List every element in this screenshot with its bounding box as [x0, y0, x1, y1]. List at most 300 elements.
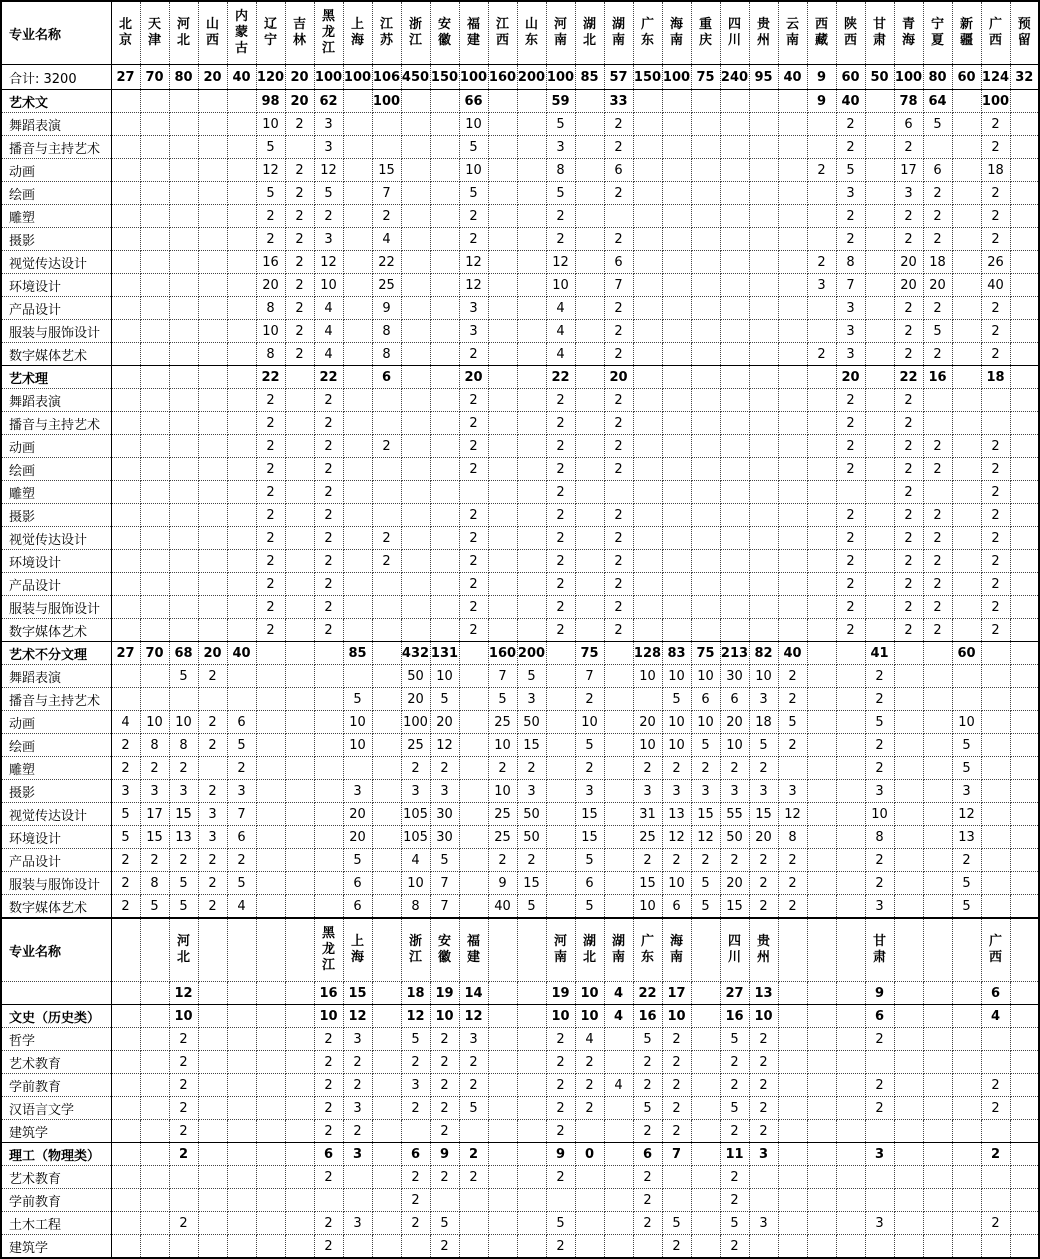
cell: [198, 757, 227, 780]
cell: [198, 366, 227, 389]
cell: 3: [459, 320, 488, 343]
cell: [575, 527, 604, 550]
section-total-row: [1, 1143, 1039, 1166]
cell: [227, 573, 256, 596]
province-column-header: [459, 918, 488, 982]
cell: [256, 826, 285, 849]
province-column-header: [198, 1, 227, 65]
cell: [198, 527, 227, 550]
cell: 2: [662, 1074, 691, 1097]
major-row: [1, 1212, 1039, 1235]
province-column-header: [430, 918, 459, 982]
row-label: 学前教育: [1, 1074, 111, 1097]
cell: 5: [923, 113, 952, 136]
cell: [952, 274, 981, 297]
cell: [952, 389, 981, 412]
cell: [894, 757, 923, 780]
cell: [604, 665, 633, 688]
cell: [836, 1028, 865, 1051]
cell: [140, 251, 169, 274]
cell: [691, 982, 720, 1005]
cell: 5: [633, 1028, 662, 1051]
cell: 2: [546, 1028, 575, 1051]
cell: 160: [488, 65, 517, 90]
cell: 6: [865, 1005, 894, 1028]
cell: 150: [633, 65, 662, 90]
cell: 6: [604, 159, 633, 182]
cell: 3: [575, 780, 604, 803]
cell: 2: [894, 297, 923, 320]
cell: 12: [430, 734, 459, 757]
cell: [1010, 596, 1039, 619]
cell: 6: [923, 159, 952, 182]
cell: [343, 182, 372, 205]
cell: [140, 596, 169, 619]
cell: [691, 251, 720, 274]
cell: [256, 1235, 285, 1259]
cell: [314, 711, 343, 734]
cell: [227, 1143, 256, 1166]
cell: [865, 1051, 894, 1074]
cell: 5: [720, 1028, 749, 1051]
cell: [401, 113, 430, 136]
cell: 13: [662, 803, 691, 826]
cell: [865, 113, 894, 136]
cell: [807, 1189, 836, 1212]
cell: 6: [227, 711, 256, 734]
major-row: [1, 573, 1039, 596]
cell: [517, 320, 546, 343]
province-column-header: [198, 918, 227, 982]
cell: [923, 895, 952, 919]
cell: [778, 1097, 807, 1120]
cell: 95: [749, 65, 778, 90]
row-label: 建筑学: [1, 1120, 111, 1143]
cell: 2: [981, 320, 1010, 343]
cell: [778, 1005, 807, 1028]
row-label: 雕塑: [1, 481, 111, 504]
cell: 15: [749, 803, 778, 826]
row-label: 摄影: [1, 504, 111, 527]
cell: [807, 1166, 836, 1189]
cell: 5: [169, 665, 198, 688]
cell: [633, 343, 662, 366]
cell: [111, 1235, 140, 1259]
province-column-header: [720, 1, 749, 65]
cell: 2: [285, 159, 314, 182]
cell: [807, 297, 836, 320]
cell: [488, 596, 517, 619]
cell: [285, 504, 314, 527]
cell: [836, 872, 865, 895]
cell: 2: [662, 1097, 691, 1120]
cell: [517, 274, 546, 297]
cell: [894, 1051, 923, 1074]
cell: [807, 205, 836, 228]
province-name: 湖南: [611, 934, 625, 965]
cell: 7: [227, 803, 256, 826]
cell: [575, 1189, 604, 1212]
cell: 2: [749, 1120, 778, 1143]
cell: 22: [633, 982, 662, 1005]
cell: 2: [749, 1097, 778, 1120]
province-name: 贵州: [756, 934, 770, 965]
cell: 5: [256, 182, 285, 205]
cell: [575, 596, 604, 619]
cell: 10: [169, 1005, 198, 1028]
cell: [865, 205, 894, 228]
province-name: 福建: [466, 934, 480, 965]
cell: [227, 619, 256, 642]
cell: [517, 205, 546, 228]
cell: 10: [633, 734, 662, 757]
cell: [343, 113, 372, 136]
cell: [285, 982, 314, 1005]
cell: [952, 1235, 981, 1259]
cell: 2: [459, 1143, 488, 1166]
cell: [430, 136, 459, 159]
province-name: 辽宁: [263, 17, 277, 48]
cell: [517, 1051, 546, 1074]
cell: [343, 458, 372, 481]
cell: [807, 1120, 836, 1143]
cell: [140, 90, 169, 113]
cell: [285, 1051, 314, 1074]
cell: [952, 458, 981, 481]
cell: 2: [285, 297, 314, 320]
cell: [372, 458, 401, 481]
cell: [749, 481, 778, 504]
cell: [807, 1235, 836, 1259]
cell: [140, 412, 169, 435]
cell: 2: [285, 274, 314, 297]
cell: 2: [836, 389, 865, 412]
cell: [517, 1005, 546, 1028]
cell: 5: [720, 1097, 749, 1120]
cell: [865, 228, 894, 251]
cell: 3: [836, 343, 865, 366]
cell: [111, 343, 140, 366]
province-name: 甘肃: [872, 934, 886, 965]
cell: 64: [923, 90, 952, 113]
cell: 2: [285, 113, 314, 136]
major-row: [1, 412, 1039, 435]
cell: [198, 320, 227, 343]
cell: [778, 757, 807, 780]
cell: 2: [575, 1051, 604, 1074]
cell: 2: [981, 228, 1010, 251]
cell: 8: [169, 734, 198, 757]
cell: [691, 458, 720, 481]
cell: 5: [662, 1212, 691, 1235]
province-column-header: [169, 918, 198, 982]
cell: [604, 1235, 633, 1259]
cell: 2: [981, 481, 1010, 504]
cell: [372, 481, 401, 504]
cell: [952, 527, 981, 550]
major-row: [1, 895, 1039, 919]
cell: 5: [314, 182, 343, 205]
cell: [372, 1235, 401, 1259]
cell: [459, 642, 488, 665]
province-column-header: [169, 1, 198, 65]
cell: 6: [604, 251, 633, 274]
cell: [749, 297, 778, 320]
cell: 2: [343, 1120, 372, 1143]
cell: [546, 642, 575, 665]
cell: [691, 1005, 720, 1028]
cell: [1010, 1235, 1039, 1259]
cell: 2: [459, 1166, 488, 1189]
cell: [720, 90, 749, 113]
cell: 2: [256, 228, 285, 251]
cell: 2: [981, 343, 1010, 366]
cell: [111, 504, 140, 527]
cell: 40: [836, 90, 865, 113]
cell: 5: [111, 826, 140, 849]
cell: 5: [952, 734, 981, 757]
cell: [633, 481, 662, 504]
row-label: 雕塑: [1, 757, 111, 780]
cell: 2: [169, 1097, 198, 1120]
cell: [198, 1189, 227, 1212]
cell: 2: [836, 412, 865, 435]
province-column-header: [923, 1, 952, 65]
cell: 16: [256, 251, 285, 274]
cell: [546, 826, 575, 849]
cell: [1010, 982, 1039, 1005]
cell: [894, 1028, 923, 1051]
cell: [430, 251, 459, 274]
cell: [836, 481, 865, 504]
cell: 2: [372, 527, 401, 550]
cell: [401, 136, 430, 159]
cell: [140, 320, 169, 343]
cell: 2: [865, 665, 894, 688]
cell: [807, 481, 836, 504]
cell: [198, 1212, 227, 1235]
cell: [981, 642, 1010, 665]
province-column-header: [314, 1, 343, 65]
cell: [372, 734, 401, 757]
cell: 30: [430, 826, 459, 849]
cell: [343, 481, 372, 504]
row-label: 绘画: [1, 458, 111, 481]
cell: [778, 136, 807, 159]
cell: [372, 1097, 401, 1120]
cell: [1010, 872, 1039, 895]
cell: [894, 665, 923, 688]
cell: 12: [314, 159, 343, 182]
row-label: 环境设计: [1, 826, 111, 849]
cell: [952, 343, 981, 366]
cell: 10: [691, 711, 720, 734]
cell: [227, 596, 256, 619]
cell: [894, 849, 923, 872]
cell: [604, 688, 633, 711]
cell: [778, 1074, 807, 1097]
cell: [285, 826, 314, 849]
major-row: [1, 780, 1039, 803]
cell: 10: [749, 1005, 778, 1028]
cell: [111, 205, 140, 228]
cell: 6: [343, 895, 372, 919]
cell: 22: [372, 251, 401, 274]
cell: 16: [314, 982, 343, 1005]
cell: [1010, 1166, 1039, 1189]
cell: [662, 113, 691, 136]
cell: [691, 1028, 720, 1051]
cell: [401, 159, 430, 182]
cell: [227, 688, 256, 711]
cell: [778, 550, 807, 573]
section-total-row: [1, 642, 1039, 665]
cell: [807, 849, 836, 872]
cell: [952, 1074, 981, 1097]
cell: 2: [140, 757, 169, 780]
cell: [662, 320, 691, 343]
cell: [807, 711, 836, 734]
cell: 2: [923, 573, 952, 596]
cell: [256, 1097, 285, 1120]
cell: [807, 527, 836, 550]
cell: 10: [662, 1005, 691, 1028]
cell: [952, 1166, 981, 1189]
cell: [923, 982, 952, 1005]
cell: 2: [720, 849, 749, 872]
cell: [691, 297, 720, 320]
cell: [198, 619, 227, 642]
cell: [1010, 619, 1039, 642]
cell: 2: [546, 1120, 575, 1143]
cell: 3: [836, 297, 865, 320]
cell: [111, 527, 140, 550]
province-name: 天津: [147, 17, 161, 48]
cell: 2: [546, 573, 575, 596]
cell: [488, 366, 517, 389]
cell: [1010, 159, 1039, 182]
cell: 10: [691, 665, 720, 688]
cell: [546, 1189, 575, 1212]
province-name: 海南: [669, 934, 683, 965]
cell: [778, 251, 807, 274]
cell: 2: [575, 688, 604, 711]
cell: [807, 320, 836, 343]
cell: [691, 550, 720, 573]
cell: 3: [517, 780, 546, 803]
cell: 2: [256, 435, 285, 458]
major-row: [1, 596, 1039, 619]
province-name: 安徽: [437, 934, 451, 965]
cell: [111, 1166, 140, 1189]
cell: 18: [749, 711, 778, 734]
cell: [952, 435, 981, 458]
cell: [198, 982, 227, 1005]
province-column-header: [691, 918, 720, 982]
cell: [691, 1189, 720, 1212]
cell: [140, 113, 169, 136]
province-name: 云南: [785, 17, 799, 48]
cell: 2: [488, 849, 517, 872]
cell: [517, 982, 546, 1005]
cell: [401, 205, 430, 228]
cell: 20: [720, 872, 749, 895]
cell: [836, 1189, 865, 1212]
cell: [227, 665, 256, 688]
cell: [140, 205, 169, 228]
cell: [836, 1143, 865, 1166]
cell: [343, 136, 372, 159]
cell: [343, 757, 372, 780]
cell: [488, 1235, 517, 1259]
cell: [952, 504, 981, 527]
cell: [865, 182, 894, 205]
cell: [169, 527, 198, 550]
cell: 2: [169, 1051, 198, 1074]
cell: [691, 136, 720, 159]
cell: 2: [604, 136, 633, 159]
cell: [894, 1097, 923, 1120]
row-label: 数字媒体艺术: [1, 343, 111, 366]
cell: 2: [430, 1097, 459, 1120]
cell: [227, 343, 256, 366]
cell: [865, 1166, 894, 1189]
cell: [372, 826, 401, 849]
cell: [807, 895, 836, 919]
row-label: 雕塑: [1, 205, 111, 228]
cell: 20: [604, 366, 633, 389]
cell: [575, 1235, 604, 1259]
province-column-header: [894, 918, 923, 982]
cell: [1010, 1051, 1039, 1074]
major-row: [1, 343, 1039, 366]
cell: 15: [169, 803, 198, 826]
cell: [662, 1166, 691, 1189]
cell: [691, 412, 720, 435]
cell: 26: [981, 251, 1010, 274]
cell: [285, 688, 314, 711]
cell: 2: [604, 504, 633, 527]
section-total-row: [1, 1005, 1039, 1028]
cell: [1010, 343, 1039, 366]
cell: 2: [836, 619, 865, 642]
cell: [169, 435, 198, 458]
cell: 19: [430, 982, 459, 1005]
cell: 2: [546, 389, 575, 412]
cell: [488, 297, 517, 320]
cell: [546, 780, 575, 803]
cell: [111, 1028, 140, 1051]
major-row: [1, 1074, 1039, 1097]
cell: [807, 389, 836, 412]
cell: [923, 1212, 952, 1235]
cell: [894, 803, 923, 826]
cell: [343, 297, 372, 320]
cell: [1010, 274, 1039, 297]
province-column-header: [256, 918, 285, 982]
cell: 12: [459, 274, 488, 297]
cell: [256, 982, 285, 1005]
cell: 20: [894, 251, 923, 274]
cell: [778, 1120, 807, 1143]
cell: 20: [633, 711, 662, 734]
cell: [198, 1005, 227, 1028]
cell: [285, 642, 314, 665]
cell: [807, 780, 836, 803]
cell: 2: [778, 872, 807, 895]
cell: 2: [575, 1074, 604, 1097]
major-row: [1, 688, 1039, 711]
